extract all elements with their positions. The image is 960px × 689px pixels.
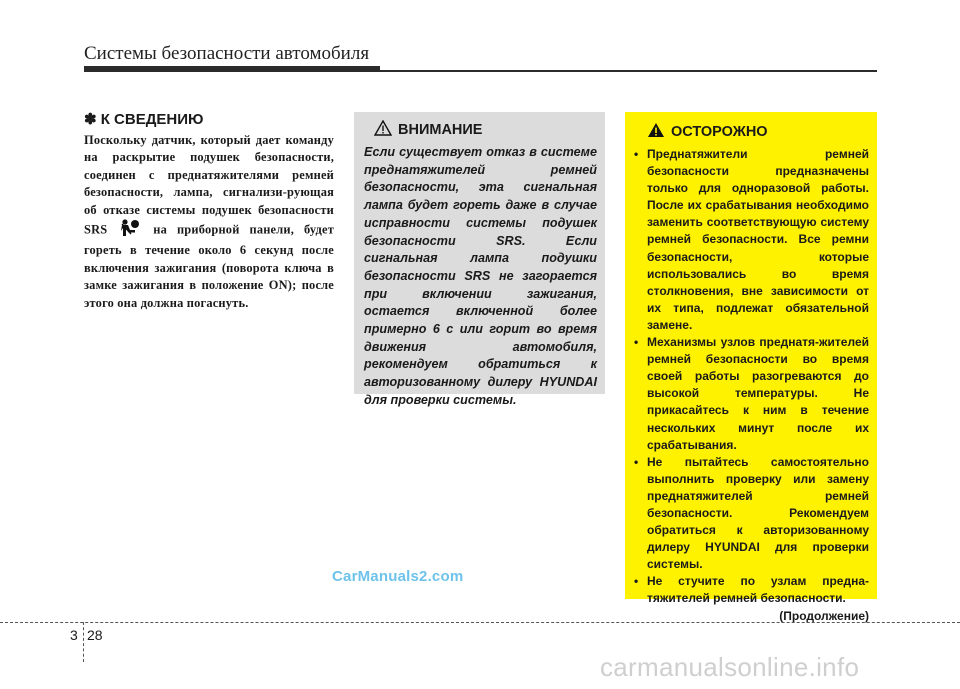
caution-triangle-icon xyxy=(647,122,665,142)
info-note xyxy=(84,110,334,312)
note-heading: ✽ К СВЕДЕНИЮ xyxy=(84,111,204,128)
section-number: 3 xyxy=(70,627,78,643)
warning-triangle-icon xyxy=(374,120,392,140)
site-watermark: CarManuals2.com xyxy=(332,568,464,585)
bottom-watermark: carmanualsonline.info xyxy=(600,652,860,682)
caution-heading-row xyxy=(647,122,869,142)
airbag-warning-icon xyxy=(119,219,141,242)
caution-box xyxy=(625,112,877,623)
list-item: • Преднатяжители ремней безопасности предназначены только для одноразовой работы. После их срабатывания необходимо заменить соответствующую систему ремней безопасности. Все ремни безопасности, которые использовались во время столкновения, вне зависимости от их типа, подлежат обязательной замене. xyxy=(634,147,869,332)
attention-body: Если существует отказ в системе преднатяжителей ремней безопасности, эта сигнальная лампа будет гореть даже в случае исправности системы подушек безопасности SRS. Если сигнальная лампа подушки безопасности SRS не загорается при включении зажигания, остается включенной более примерно 6 с или горит во время движения автомобиля, рекомендуем обратиться к авторизованному дилеру HYUNDAI для проверки системы. xyxy=(364,145,597,407)
header-rule-thin xyxy=(380,70,877,72)
continued-label: (Продолжение) xyxy=(779,608,869,623)
page-header-title: Системы безопасности автомобиля xyxy=(84,43,370,64)
attention-heading-row xyxy=(374,120,597,140)
page-number: 28 xyxy=(87,627,103,643)
footer-vertical-divider xyxy=(83,622,84,662)
caution-heading: ОСТОРОЖНО xyxy=(671,124,768,140)
attention-heading: ВНИМАНИЕ xyxy=(398,122,483,138)
caution-list xyxy=(633,146,869,608)
note-text-part2: на приборной панели, будет гореть в течение около 6 секунд после включения зажигания (поворота ключа в замке зажигания в положение ON); после этого она должна погаснуть. xyxy=(84,222,334,310)
list-item: • Не пытайтесь самостоятельно выполнить проверку или замену преднатяжителей ремней безопасности. Рекомендуем обратиться к авторизованному дилеру HYUNDAI для проверки системы. xyxy=(634,454,869,572)
note-text-part1: Поскольку датчик, который дает команду на раскрытие подушек безопасности, соединен с преднатяжителями ремней безопасности, лампа, сигнализи-рующая об отказе системы подушек безопасности SRS xyxy=(84,133,334,237)
attention-box xyxy=(354,112,605,407)
footer-divider xyxy=(0,622,960,623)
note-body xyxy=(84,132,334,312)
list-item: • Механизмы узлов преднатя-жителей ремней безопасности во время своей работы разогреваются до высокой температуры. Не прикасайтесь к ним в течение нескольких минут после их срабатывания. xyxy=(634,335,869,452)
header-rule-thick xyxy=(84,66,380,72)
list-item: • Не стучите по узлам предна-тяжителей ремней безопасности. xyxy=(634,574,869,606)
